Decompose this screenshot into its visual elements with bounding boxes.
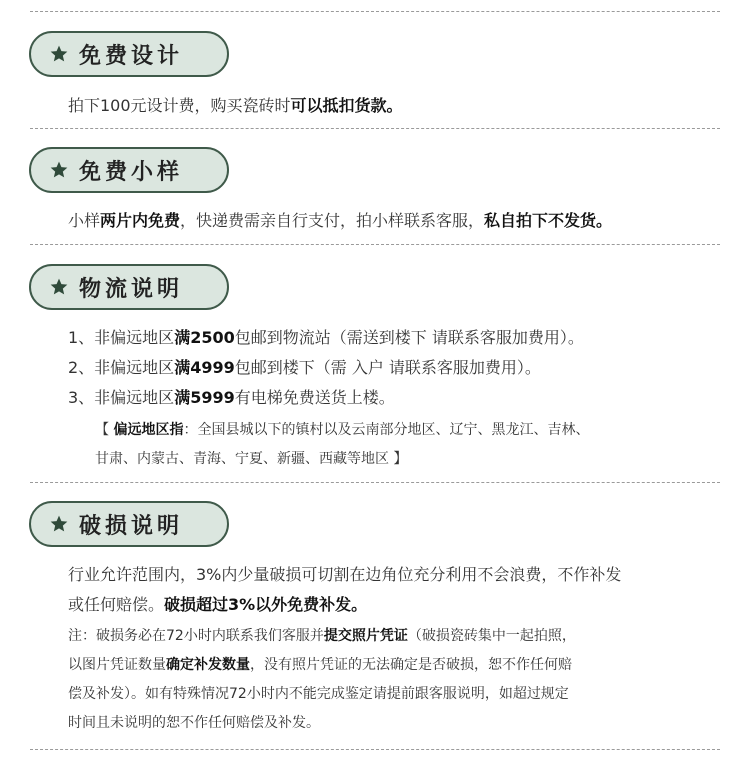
damage-note-2: 以图片凭证数量确定补发数量，没有照片凭证的无法确定是否破损，恕不作任何赔	[68, 657, 572, 673]
logistics-item-1: 1、非偏远地区满2500包邮到物流站（需送到楼下 请联系客服加费用）。	[68, 328, 584, 347]
section-title: 免费小样	[79, 159, 184, 185]
logistics-item-3: 3、非偏远地区满5999有电梯免费送货上楼。	[68, 388, 395, 407]
section-title: 破损说明	[79, 513, 184, 539]
remote-area-note-2: 甘肃、内蒙古、青海、宁夏、新疆、西藏等地区 】	[95, 451, 408, 467]
remote-area-note: 【 偏远地区指：全国县城以下的镇村以及云南部分地区、辽宁、黑龙江、吉林、	[95, 422, 590, 438]
design-text: 拍下100元设计费，购买瓷砖时可以抵扣货款。	[68, 96, 403, 115]
damage-note-4: 时间且未说明的恕不作任何赔偿及补发。	[68, 715, 320, 731]
damage-note-1: 注：破损务必在72小时内联系我们客服并提交照片凭证（破损瓷砖集中一起拍照，	[68, 628, 576, 644]
sample-text: 小样两片内免费，快递费需亲自行支付，拍小样联系客服，私自拍下不发货。	[68, 211, 613, 230]
section-header-design	[29, 31, 229, 77]
divider	[30, 128, 720, 129]
star-icon	[49, 277, 69, 297]
star-icon	[49, 514, 69, 534]
section-title: 物流说明	[79, 276, 184, 302]
divider	[30, 11, 720, 12]
section-header-damage	[29, 501, 229, 547]
divider	[30, 482, 720, 483]
divider	[30, 749, 720, 750]
damage-text-1: 行业允许范围内，3%内少量破损可切割在边角位充分利用不会浪费，不作补发	[68, 565, 622, 584]
logistics-item-2: 2、非偏远地区满4999包邮到楼下（需 入户 请联系客服加费用）。	[68, 358, 541, 377]
section-header-logistics	[29, 264, 229, 310]
star-icon	[49, 44, 69, 64]
damage-text-2: 或任何赔偿。破损超过3%以外免费补发。	[68, 595, 368, 614]
section-title: 免费设计	[79, 43, 184, 69]
star-icon	[49, 160, 69, 180]
damage-note-3: 偿及补发）。如有特殊情况72小时内不能完成鉴定请提前跟客服说明，如超过规定	[68, 686, 569, 702]
divider	[30, 244, 720, 245]
section-header-sample	[29, 147, 229, 193]
